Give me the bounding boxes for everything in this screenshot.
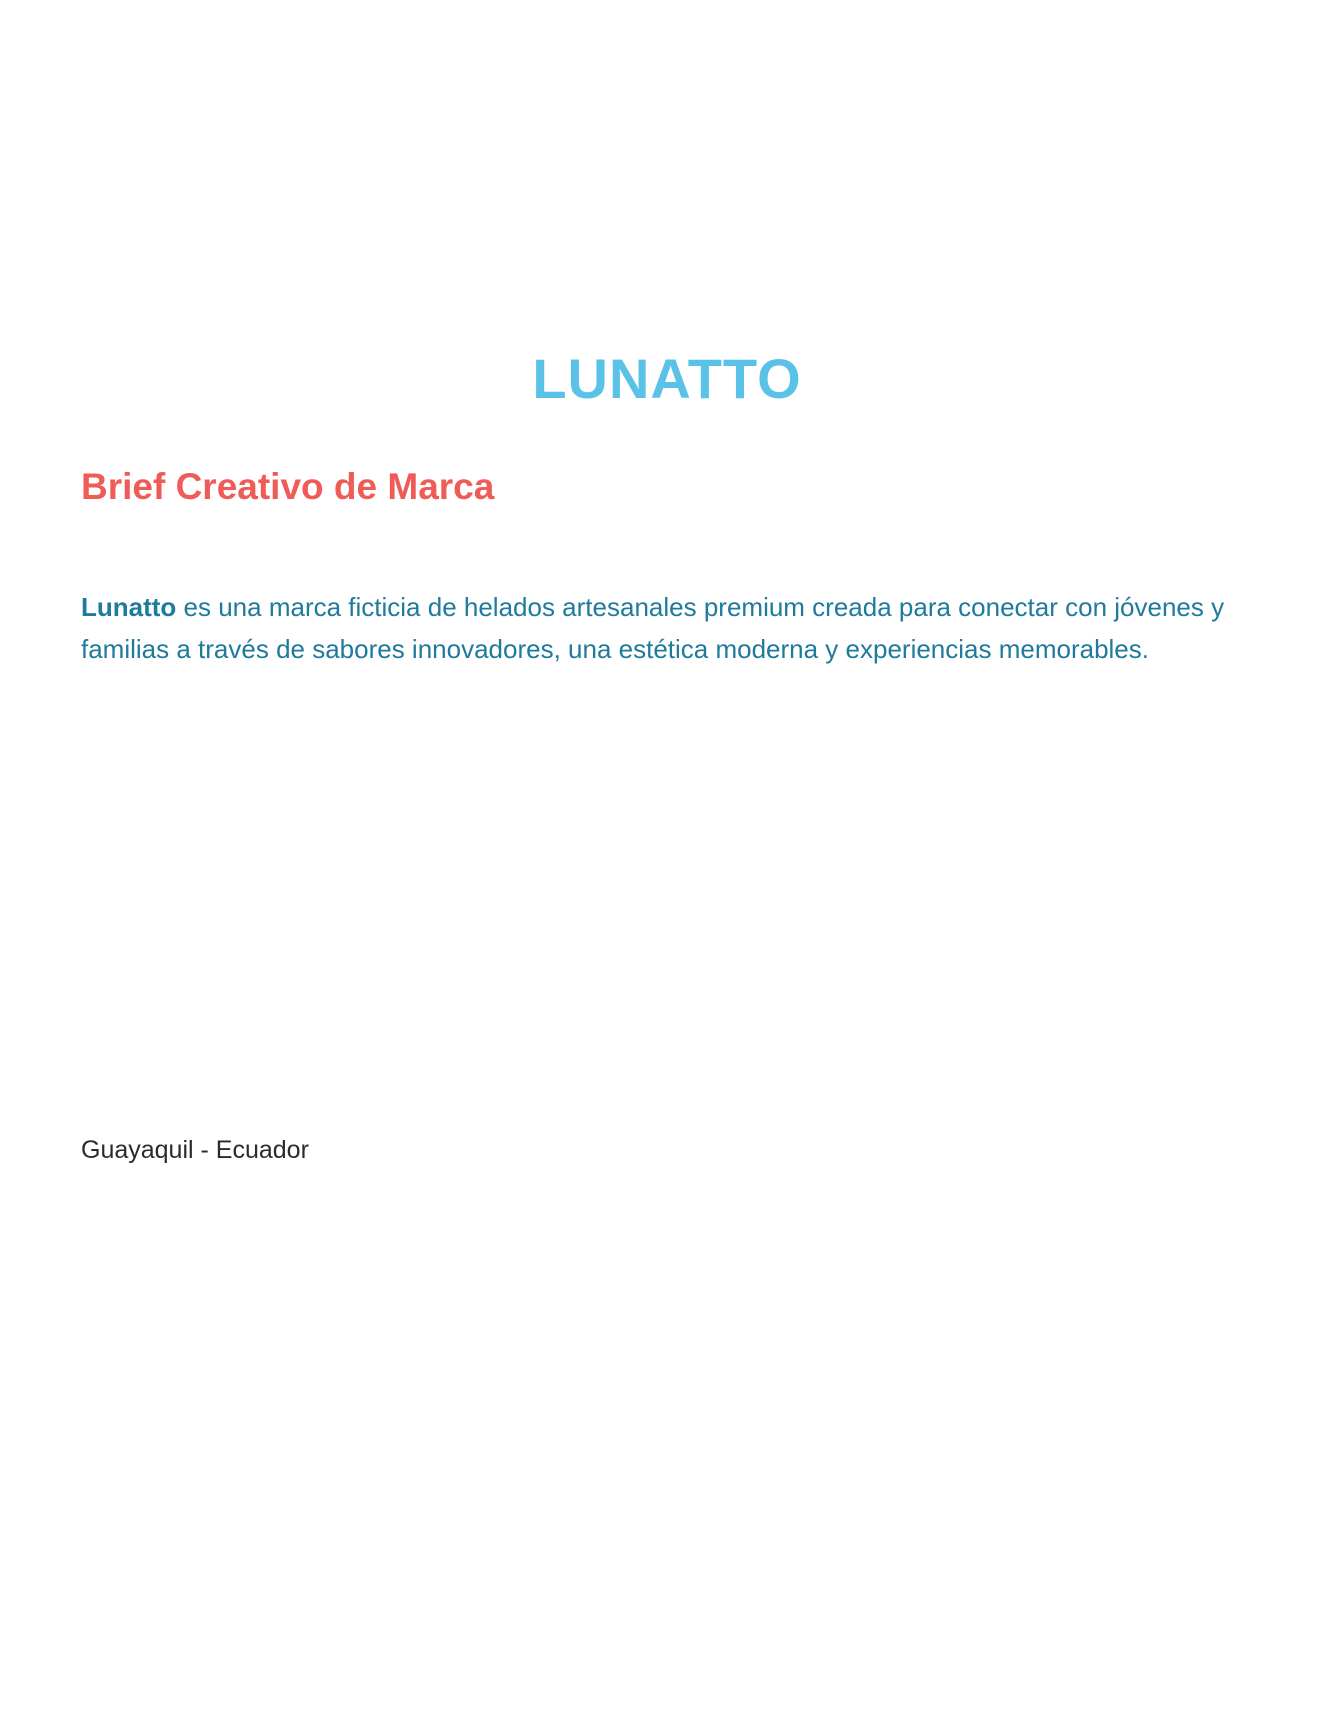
document-subtitle: Brief Creativo de Marca <box>81 466 495 507</box>
location-text: Guayaquil - Ecuador <box>81 1136 309 1164</box>
intro-text: es una marca ficticia de helados artesanales premium creada para conectar con jóvenes y familias a través de sabores innovadores, una estética moderna y experiencias memorables. <box>81 592 1225 664</box>
brand-name-bold: Lunatto <box>81 592 177 622</box>
brand-title: LUNATTO <box>532 347 802 410</box>
intro-paragraph <box>81 586 1261 670</box>
